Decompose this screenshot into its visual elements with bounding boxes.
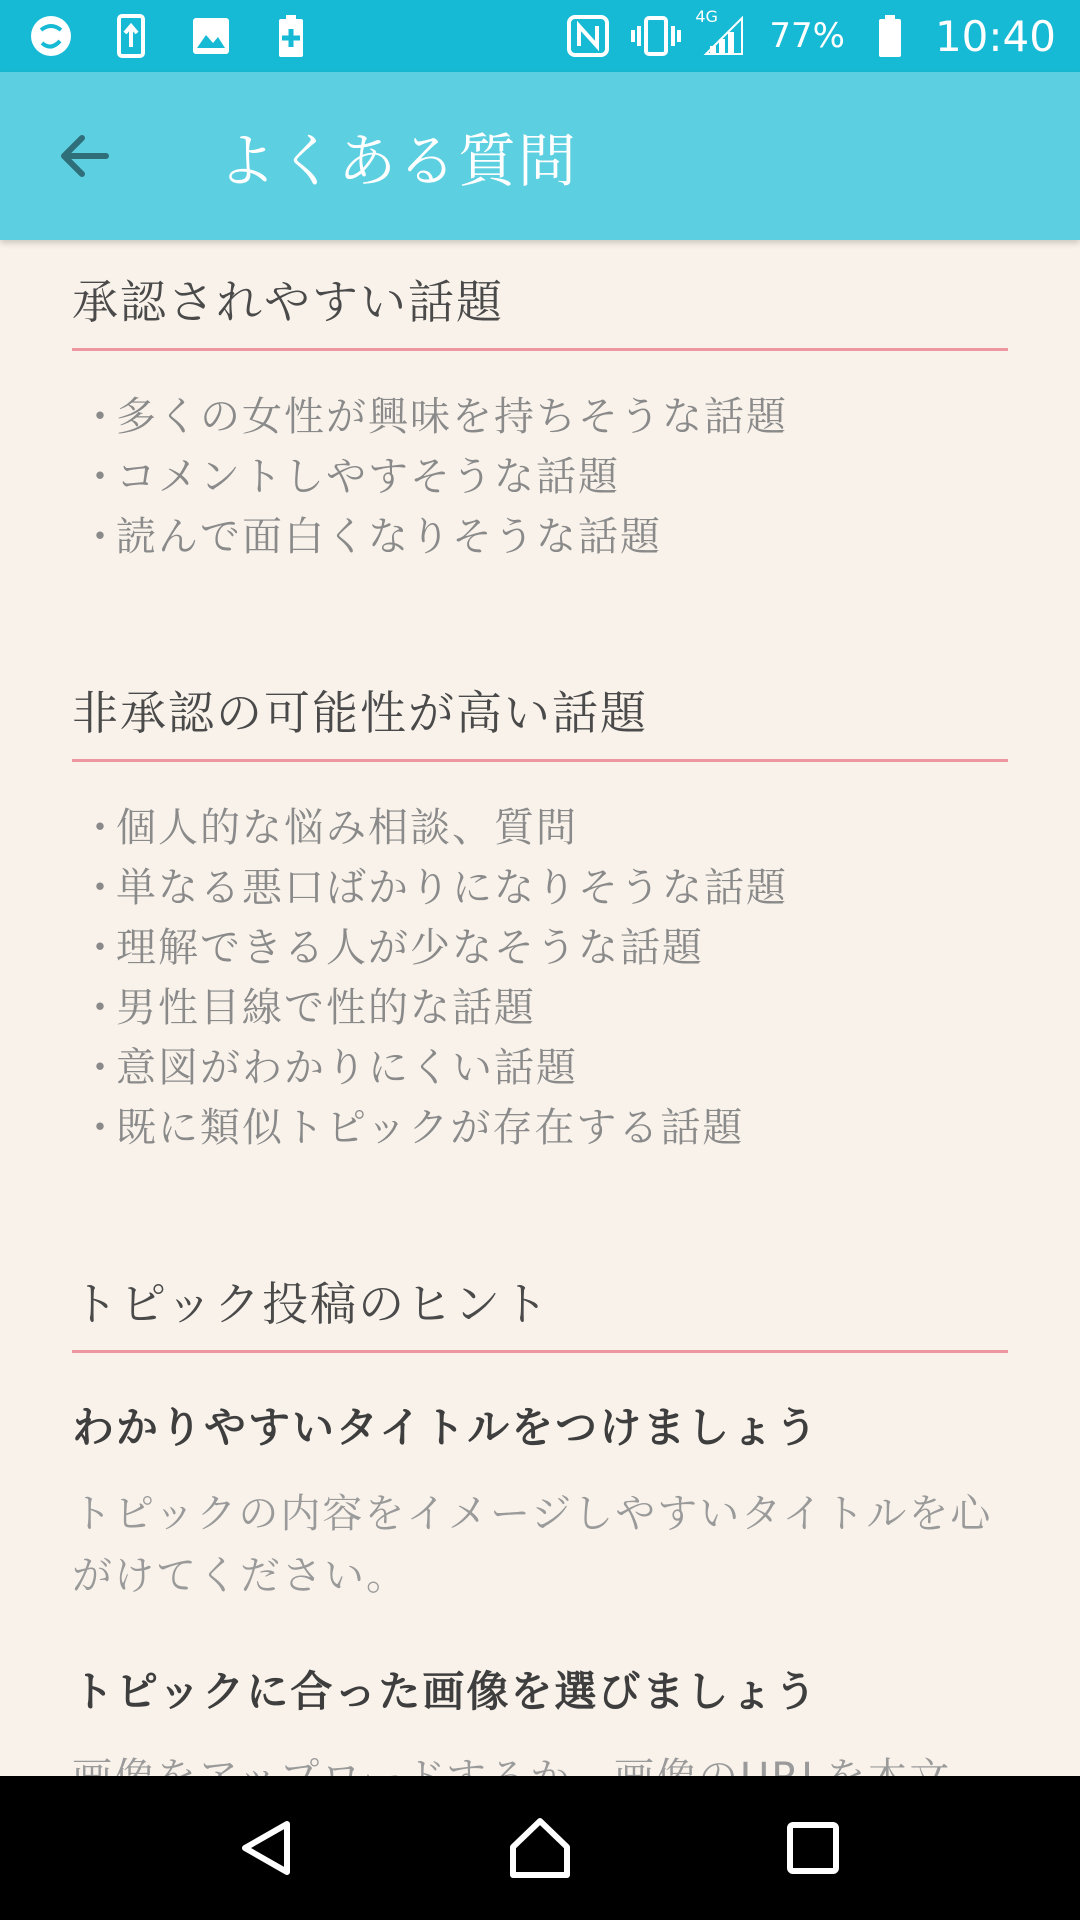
phone-update-icon [108, 13, 154, 59]
list-item-text: 理解できる人が少なそうな話題 [116, 925, 704, 971]
list-item [80, 507, 1008, 567]
hint-text: トピックの内容をイメージしやすいタイトルを心がけてください。 [72, 1491, 993, 1599]
list-item-text: 多くの女性が興味を持ちそうな話題 [116, 394, 788, 440]
nfc-icon [565, 13, 611, 59]
nav-home-button[interactable] [480, 1788, 600, 1908]
bullet-mark: ・ [80, 1105, 122, 1151]
home-icon [505, 1813, 575, 1883]
faq-content[interactable] [0, 240, 1080, 1776]
list-item [80, 858, 1008, 918]
image-icon [188, 13, 234, 59]
bullet-mark: ・ [80, 514, 122, 560]
bullet-list [72, 762, 1008, 1158]
bullet-mark: ・ [80, 394, 122, 440]
bullet-mark: ・ [80, 454, 122, 500]
app-notification-icon [28, 13, 74, 59]
rejected-topics-section [72, 671, 1008, 1158]
arrow-back-icon [56, 128, 112, 184]
network-type: 4G [695, 7, 718, 26]
bullet-mark: ・ [80, 925, 122, 971]
status-left-icons [28, 13, 314, 59]
list-item [80, 918, 1008, 978]
battery-saver-icon [268, 13, 314, 59]
list-item-text: 男性目線で性的な話題 [116, 985, 536, 1031]
bullet-mark: ・ [80, 985, 122, 1031]
section-heading: 非承認の可能性が高い話題 [72, 671, 1008, 762]
square-recents-icon [783, 1818, 843, 1878]
navigation-bar [0, 1776, 1080, 1920]
bullet-list [72, 351, 1008, 567]
list-item-text: 個人的な悩み相談、質問 [116, 805, 578, 851]
list-item-text: 読んで面白くなりそうな話題 [116, 514, 662, 560]
status-bar [0, 0, 1080, 72]
battery-icon [867, 13, 913, 59]
hint-block [72, 1395, 1008, 1607]
list-item [80, 447, 1008, 507]
triangle-back-icon [235, 1816, 299, 1880]
nav-recents-button[interactable] [753, 1788, 873, 1908]
list-item-text: 既に類似トピックが存在する話題 [116, 1105, 745, 1151]
bullet-mark: ・ [80, 1045, 122, 1091]
list-item [80, 798, 1008, 858]
approved-topics-section [72, 260, 1008, 567]
section-heading: 承認されやすい話題 [72, 260, 1008, 351]
signal-icon [695, 7, 747, 59]
battery-percent: 77% [769, 16, 845, 56]
clock: 10:40 [934, 11, 1056, 61]
status-right-icons [565, 7, 1056, 61]
back-button[interactable] [34, 106, 134, 206]
list-item [80, 387, 1008, 447]
list-item-text: 単なる悪口ばかりになりそうな話題 [116, 865, 788, 911]
list-item [80, 1098, 1008, 1158]
list-item [80, 1038, 1008, 1098]
list-item-text: 意図がわかりにくい話題 [116, 1045, 578, 1091]
nav-back-button[interactable] [207, 1788, 327, 1908]
list-item-text: コメントしやすそうな話題 [116, 454, 620, 500]
bullet-mark: ・ [80, 805, 122, 851]
bullet-mark: ・ [80, 865, 122, 911]
list-item [80, 978, 1008, 1038]
posting-hints-section [72, 1262, 1008, 1809]
hint-title: トピックに合った画像を選びましょう [72, 1667, 819, 1716]
page-title: よくある質問 [218, 127, 579, 195]
vibrate-icon [633, 13, 679, 59]
section-heading: トピック投稿のヒント [72, 1262, 1008, 1353]
hint-title: わかりやすいタイトルをつけましょう [72, 1403, 820, 1452]
app-bar [0, 72, 1080, 240]
